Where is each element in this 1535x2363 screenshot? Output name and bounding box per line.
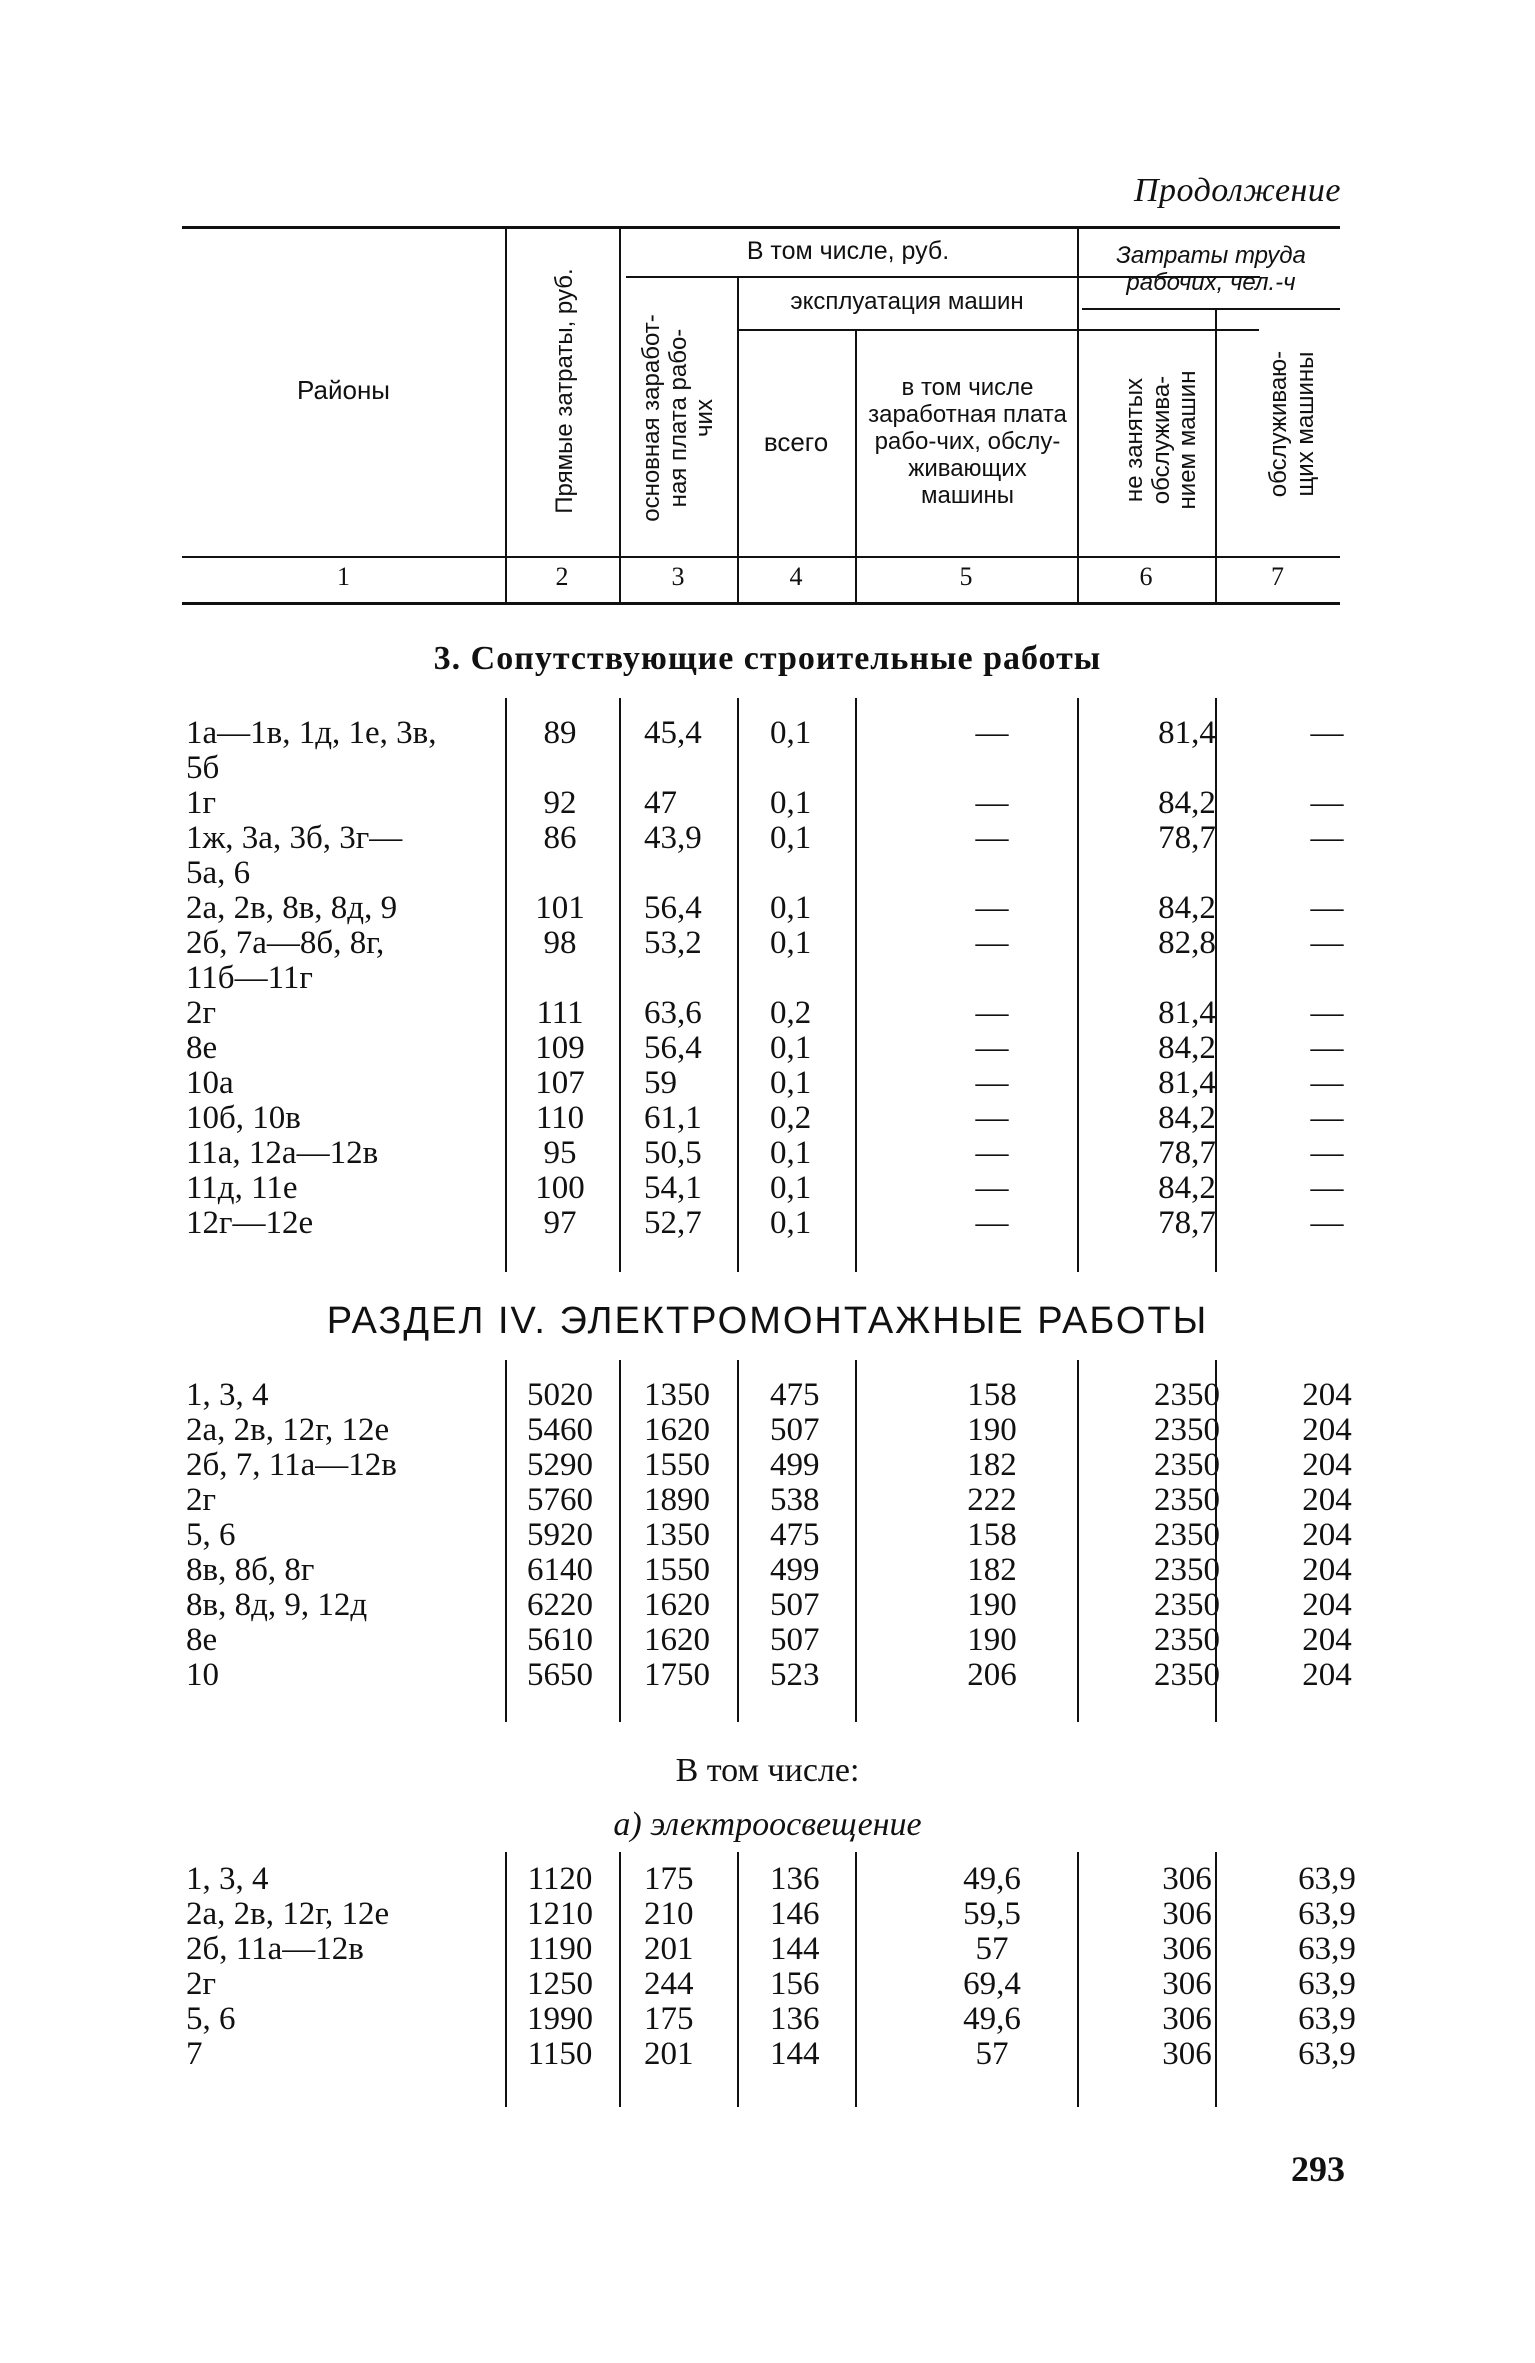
header-labor-costs: Затраты труда рабочих, чел.-ч — [1116, 242, 1306, 296]
cell-col-7: — — [1310, 1100, 1344, 1136]
cell-col-5: — — [975, 785, 1009, 821]
cell-col-4: 0,1 — [770, 890, 812, 926]
cell-col-3: 1890 — [644, 1482, 710, 1518]
cell-col-2: 6140 — [527, 1552, 593, 1588]
cell-col-6: 306 — [1162, 2001, 1212, 2037]
cell-col-5: — — [975, 1100, 1009, 1136]
cell-col-5: 190 — [967, 1587, 1017, 1623]
cell-col-5: 49,6 — [963, 2001, 1021, 2037]
table-row — [182, 1170, 1344, 1206]
cell-col-3: 244 — [644, 1966, 694, 2002]
cell-col-5: 158 — [967, 1517, 1017, 1553]
continued-label: Продолжение — [1133, 172, 1341, 209]
cell-col-7: 204 — [1302, 1517, 1352, 1553]
cell-col-2: 5920 — [527, 1517, 593, 1553]
cell-col-4: 499 — [770, 1552, 820, 1588]
table-row — [182, 1966, 1356, 2002]
cell-col-2: 92 — [543, 785, 577, 821]
row-districts: 2г — [186, 995, 217, 1031]
table-row — [182, 1622, 1352, 1658]
cell-col-3: 201 — [644, 1931, 694, 1967]
cell-col-7: 63,9 — [1298, 2001, 1356, 2037]
cell-col-3: 1350 — [644, 1517, 710, 1553]
cell-col-6: 2350 — [1154, 1517, 1220, 1553]
header-not-servicing: не занятых обслужива- нием машин — [1120, 370, 1202, 510]
cell-col-7: — — [1310, 1205, 1344, 1241]
cell-col-4: 156 — [770, 1966, 820, 2002]
cell-col-7: — — [1310, 1135, 1344, 1171]
cell-col-7: — — [1310, 1170, 1344, 1206]
cell-col-7: 204 — [1302, 1657, 1352, 1693]
section-4-table — [182, 1360, 1352, 1722]
row-districts: 11а, 12а—12в — [186, 1135, 379, 1171]
cell-col-7: 63,9 — [1298, 1966, 1356, 2002]
table-row — [182, 1861, 1356, 1897]
table-row — [182, 1587, 1352, 1623]
row-districts: 10 — [186, 1657, 219, 1693]
cell-col-4: 475 — [770, 1377, 820, 1413]
table-row — [182, 785, 1344, 821]
header-total: всего — [763, 426, 829, 457]
cell-col-2: 100 — [535, 1170, 585, 1206]
cell-col-7: 204 — [1302, 1377, 1352, 1413]
cell-col-2: 101 — [535, 890, 585, 926]
cell-col-6: 84,2 — [1158, 890, 1216, 926]
cell-col-2: 111 — [536, 995, 584, 1031]
col-number: 7 — [1271, 562, 1284, 591]
cell-col-4: 0,1 — [770, 715, 812, 751]
cell-col-6: 2350 — [1154, 1622, 1220, 1658]
header-direct-costs: Прямые затраты, руб. — [550, 268, 578, 514]
cell-col-4: 136 — [770, 1861, 820, 1897]
table-row — [182, 715, 1344, 751]
header-machine-operation: эксплуатация машин — [790, 288, 1024, 316]
cell-col-5: — — [975, 715, 1009, 751]
cell-col-7: 204 — [1302, 1587, 1352, 1623]
row-districts: 10а — [186, 1065, 234, 1101]
cell-col-3: 201 — [644, 2036, 694, 2072]
cell-col-5: 49,6 — [963, 1861, 1021, 1897]
cell-col-7: — — [1310, 785, 1344, 821]
cell-col-5: 190 — [967, 1412, 1017, 1448]
cell-col-5: — — [975, 1170, 1009, 1206]
cell-col-5: 222 — [967, 1482, 1017, 1518]
table-row — [182, 1896, 1356, 1932]
table-row — [182, 1205, 1344, 1241]
cell-col-6: 84,2 — [1158, 785, 1216, 821]
cell-col-7: — — [1310, 1030, 1344, 1066]
table-row — [182, 1447, 1352, 1483]
subsection-a-title: а) электроосвещение — [613, 1806, 922, 1843]
cell-col-2: 5460 — [527, 1412, 593, 1448]
section-4-title: РАЗДЕЛ IV. ЭЛЕКТРОМОНТАЖНЫЕ РАБОТЫ — [326, 1300, 1209, 1342]
cell-col-2: 1250 — [527, 1966, 593, 2002]
row-districts: 1, 3, 4 — [186, 1861, 269, 1897]
table-row — [182, 856, 1340, 891]
row-districts: 2а, 2в, 8в, 8д, 9 — [186, 890, 398, 926]
cell-col-4: 0,1 — [770, 1135, 812, 1171]
cell-col-2: 1190 — [527, 1931, 593, 1967]
row-districts: 5б — [186, 750, 220, 786]
cell-col-3: 175 — [644, 2001, 694, 2037]
including-label: В том числе: — [675, 1752, 860, 1789]
row-districts: 7 — [186, 2036, 203, 2072]
row-districts: 8е — [186, 1622, 218, 1658]
row-districts: 2а, 2в, 12г, 12е — [186, 1412, 390, 1448]
section-3-title: 3. Сопутствующие строительные работы — [433, 640, 1102, 677]
cell-col-2: 1120 — [527, 1861, 593, 1897]
table-row — [182, 1135, 1344, 1171]
row-districts: 5, 6 — [186, 1517, 236, 1553]
cell-col-7: 63,9 — [1298, 1861, 1356, 1897]
cell-col-6: 2350 — [1154, 1482, 1220, 1518]
cell-col-3: 1350 — [644, 1377, 710, 1413]
page-number: 293 — [1291, 2149, 1345, 2189]
cell-col-6: 82,8 — [1158, 925, 1216, 961]
cell-col-4: 144 — [770, 1931, 820, 1967]
col-number: 4 — [789, 562, 803, 591]
cell-col-4: 507 — [770, 1587, 820, 1623]
cell-col-4: 0,1 — [770, 820, 812, 856]
row-districts: 8е — [186, 1030, 218, 1066]
table-row — [182, 1552, 1352, 1588]
header-base-wages: основная заработ- ная плата рабо- чих — [637, 314, 719, 522]
cell-col-7: — — [1310, 890, 1344, 926]
row-districts: 1, 3, 4 — [186, 1377, 269, 1413]
cell-col-3: 175 — [644, 1861, 694, 1897]
cell-col-2: 107 — [535, 1065, 585, 1101]
cell-col-4: 0,1 — [770, 1065, 812, 1101]
cell-col-4: 475 — [770, 1517, 820, 1553]
cell-col-5: 206 — [967, 1657, 1017, 1693]
cell-col-3: 47 — [644, 785, 677, 821]
table-row — [182, 995, 1344, 1031]
cell-col-4: 523 — [770, 1657, 820, 1693]
cell-col-3: 53,2 — [644, 925, 702, 961]
cell-col-6: 306 — [1162, 1966, 1212, 2002]
table-row — [182, 1412, 1352, 1448]
row-districts: 8в, 8б, 8г — [186, 1552, 315, 1588]
row-districts: 1ж, 3а, 3б, 3г— — [186, 820, 403, 856]
cell-col-3: 54,1 — [644, 1170, 702, 1206]
cell-col-5: — — [975, 1205, 1009, 1241]
cell-col-5: 69,4 — [963, 1966, 1021, 2002]
cell-col-4: 0,2 — [770, 995, 812, 1031]
header-servicing: обслуживаю- щих машины — [1265, 350, 1319, 498]
cell-col-3: 59 — [644, 1065, 677, 1101]
table-header — [182, 226, 1340, 591]
cell-col-5: — — [975, 995, 1009, 1031]
cell-col-6: 84,2 — [1158, 1030, 1216, 1066]
col-number: 3 — [671, 562, 685, 591]
cell-col-6: 2350 — [1154, 1377, 1220, 1413]
cell-col-2: 5290 — [527, 1447, 593, 1483]
cell-col-3: 43,9 — [644, 820, 702, 856]
cell-col-5: — — [975, 925, 1009, 961]
row-districts: 2б, 11а—12в — [186, 1931, 364, 1967]
table-row — [182, 1377, 1352, 1413]
cell-col-6: 2350 — [1154, 1552, 1220, 1588]
cell-col-7: — — [1310, 925, 1344, 961]
cell-col-5: 57 — [975, 2036, 1009, 2072]
row-districts: 1г — [186, 785, 217, 821]
cell-col-5: 158 — [967, 1377, 1017, 1413]
cell-col-4: 0,1 — [770, 1030, 812, 1066]
table-row — [182, 1931, 1356, 1967]
table-row — [182, 2001, 1356, 2037]
cell-col-5: — — [975, 1030, 1009, 1066]
cell-col-4: 0,2 — [770, 1100, 812, 1136]
cell-col-7: 63,9 — [1298, 1896, 1356, 1932]
cell-col-6: 81,4 — [1158, 1065, 1216, 1101]
row-districts: 11д, 11е — [186, 1170, 298, 1206]
cell-col-5: 57 — [975, 1931, 1009, 1967]
row-districts: 2б, 7, 11а—12в — [186, 1447, 397, 1483]
cell-col-6: 81,4 — [1158, 995, 1216, 1031]
row-districts: 11б—11г — [186, 960, 313, 996]
table-row — [182, 890, 1344, 926]
row-districts: 5а, 6 — [186, 855, 251, 891]
cell-col-7: 63,9 — [1298, 2036, 1356, 2072]
cell-col-6: 84,2 — [1158, 1100, 1216, 1136]
row-districts: 10б, 10в — [186, 1100, 301, 1136]
cell-col-2: 95 — [543, 1135, 577, 1171]
table-row — [182, 751, 1340, 786]
cell-col-6: 78,7 — [1158, 1135, 1216, 1171]
cell-col-3: 1620 — [644, 1622, 710, 1658]
cell-col-4: 0,1 — [770, 1205, 812, 1241]
cell-col-6: 306 — [1162, 1931, 1212, 1967]
row-districts: 5, 6 — [186, 2001, 236, 2037]
cell-col-4: 507 — [770, 1622, 820, 1658]
table-row — [182, 961, 1340, 996]
cell-col-6: 306 — [1162, 2036, 1212, 2072]
cell-col-2: 5650 — [527, 1657, 593, 1693]
cell-col-7: 204 — [1302, 1482, 1352, 1518]
cell-col-4: 0,1 — [770, 925, 812, 961]
cell-col-3: 1750 — [644, 1657, 710, 1693]
cell-col-2: 98 — [543, 925, 577, 961]
cell-col-7: — — [1310, 820, 1344, 856]
col-number: 6 — [1139, 562, 1153, 591]
row-districts: 2г — [186, 1966, 217, 2002]
section-3-table — [182, 698, 1344, 1272]
row-districts: 2г — [186, 1482, 217, 1518]
cell-col-3: 45,4 — [644, 715, 702, 751]
cell-col-6: 306 — [1162, 1896, 1212, 1932]
cell-col-4: 136 — [770, 2001, 820, 2037]
row-districts: 12г—12е — [186, 1205, 314, 1241]
cell-col-7: 204 — [1302, 1412, 1352, 1448]
cell-col-2: 5610 — [527, 1622, 593, 1658]
table-row — [182, 1657, 1352, 1693]
cell-col-2: 97 — [543, 1205, 577, 1241]
cell-col-2: 89 — [543, 715, 577, 751]
cell-col-3: 210 — [644, 1896, 694, 1932]
header-machine-wages: в том числе заработная плата рабо-чих, обслу-живающих машины — [868, 374, 1067, 509]
cell-col-6: 2350 — [1154, 1657, 1220, 1693]
cell-col-2: 110 — [535, 1100, 585, 1136]
cell-col-3: 1550 — [644, 1447, 710, 1483]
table-row — [182, 820, 1344, 856]
cell-col-7: 204 — [1302, 1447, 1352, 1483]
cell-col-5: — — [975, 890, 1009, 926]
cell-col-6: 81,4 — [1158, 715, 1216, 751]
table-row — [182, 1065, 1344, 1101]
cell-col-5: 59,5 — [963, 1896, 1021, 1932]
cell-col-4: 146 — [770, 1896, 820, 1932]
cell-col-5: — — [975, 820, 1009, 856]
table-row — [182, 1100, 1344, 1136]
cell-col-6: 78,7 — [1158, 820, 1216, 856]
cell-col-6: 2350 — [1154, 1447, 1220, 1483]
cell-col-3: 1620 — [644, 1412, 710, 1448]
cell-col-4: 538 — [770, 1482, 820, 1518]
cell-col-3: 56,4 — [644, 1030, 702, 1066]
cell-col-7: — — [1310, 995, 1344, 1031]
header-districts: Районы — [297, 375, 390, 406]
cell-col-2: 6220 — [527, 1587, 593, 1623]
cell-col-4: 499 — [770, 1447, 820, 1483]
table-row — [182, 1517, 1352, 1553]
row-districts: 8в, 8д, 9, 12д — [186, 1587, 368, 1623]
subsection-a-table — [182, 1852, 1356, 2107]
cell-col-3: 56,4 — [644, 890, 702, 926]
cell-col-4: 0,1 — [770, 1170, 812, 1206]
row-districts: 1а—1в, 1д, 1е, 3в, — [186, 715, 437, 751]
cell-col-3: 1620 — [644, 1587, 710, 1623]
cell-col-2: 86 — [543, 820, 577, 856]
row-districts: 2б, 7а—8б, 8г, — [186, 925, 385, 961]
cell-col-7: — — [1310, 1065, 1344, 1101]
cell-col-3: 52,7 — [644, 1205, 702, 1241]
cell-col-3: 63,6 — [644, 995, 702, 1031]
cell-col-3: 61,1 — [644, 1100, 702, 1136]
cell-col-2: 1150 — [527, 2036, 593, 2072]
cell-col-5: 182 — [967, 1552, 1017, 1588]
cell-col-4: 144 — [770, 2036, 820, 2072]
cell-col-6: 78,7 — [1158, 1205, 1216, 1241]
cell-col-2: 1210 — [527, 1896, 593, 1932]
cell-col-6: 84,2 — [1158, 1170, 1216, 1206]
row-districts: 2а, 2в, 12г, 12е — [186, 1896, 390, 1932]
table-row — [182, 2036, 1356, 2072]
rule — [505, 226, 507, 602]
cell-col-2: 5760 — [527, 1482, 593, 1518]
header-including-rub: В том числе, руб. — [746, 237, 950, 265]
table-row — [182, 1482, 1352, 1518]
cell-col-2: 1990 — [527, 2001, 593, 2037]
cell-col-7: 204 — [1302, 1552, 1352, 1588]
cell-col-6: 2350 — [1154, 1412, 1220, 1448]
cell-col-5: — — [975, 1065, 1009, 1101]
cell-col-2: 5020 — [527, 1377, 593, 1413]
table-row — [182, 1030, 1344, 1066]
col-number: 5 — [959, 562, 973, 591]
cell-col-7: 204 — [1302, 1622, 1352, 1658]
cell-col-5: — — [975, 1135, 1009, 1171]
col-number: 1 — [337, 562, 350, 591]
cell-col-2: 109 — [535, 1030, 585, 1066]
rule — [1077, 226, 1079, 602]
cell-col-6: 306 — [1162, 1861, 1212, 1897]
cell-col-4: 507 — [770, 1412, 820, 1448]
header-bottom-rule — [182, 602, 1340, 605]
cell-col-3: 50,5 — [644, 1135, 702, 1171]
cell-col-5: 182 — [967, 1447, 1017, 1483]
cell-col-3: 1550 — [644, 1552, 710, 1588]
cell-col-7: 63,9 — [1298, 1931, 1356, 1967]
cell-col-4: 0,1 — [770, 785, 812, 821]
cell-col-6: 2350 — [1154, 1587, 1220, 1623]
col-number: 2 — [555, 562, 569, 591]
cell-col-5: 190 — [967, 1622, 1017, 1658]
table-row — [182, 925, 1344, 961]
cell-col-7: — — [1310, 715, 1344, 751]
